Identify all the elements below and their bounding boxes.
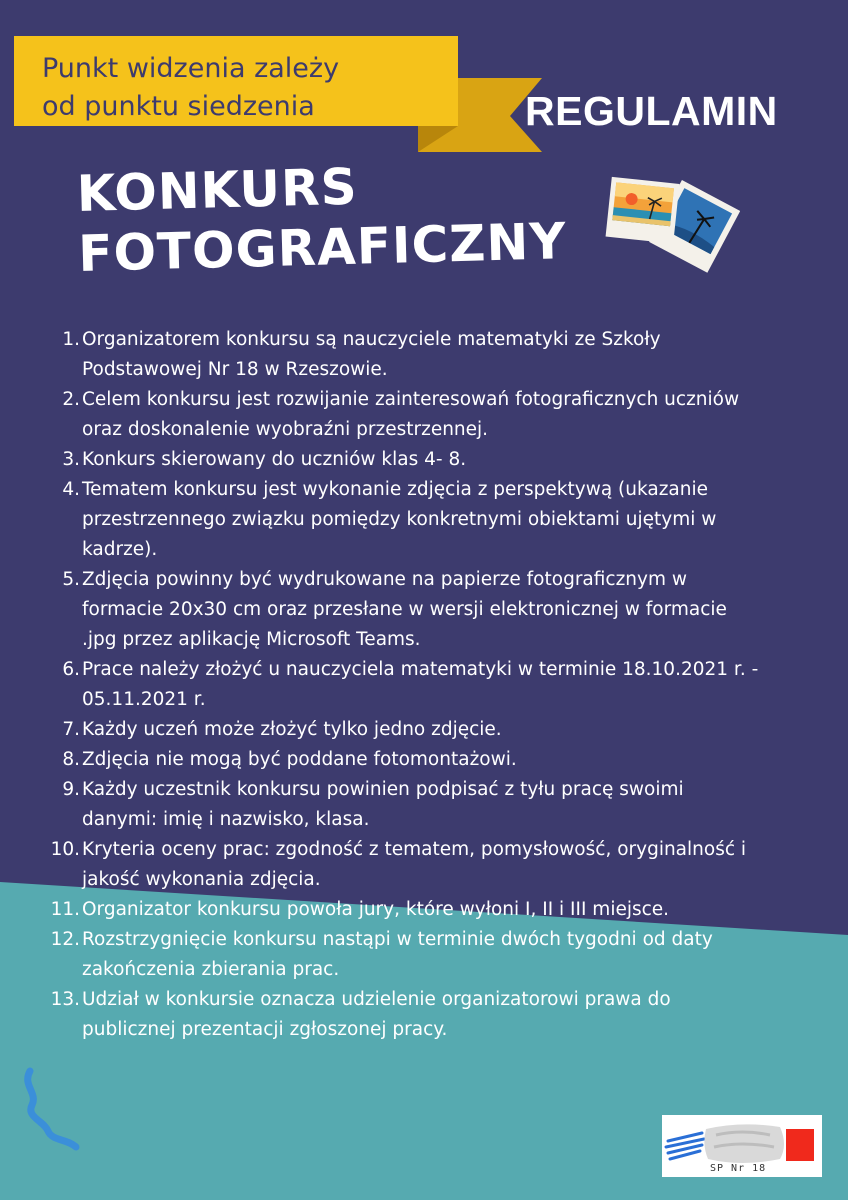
rule-text: Kryteria oceny prac: zgodność z tematem, pomysłowość, oryginalność i jakość wykonania zdjęcia. (82, 839, 747, 890)
title-line-1: KONKURS (76, 157, 359, 223)
rule-text: Zdjęcia powinny być wydrukowane na papierze fotograficznym w formacie 20x30 cm oraz przesłane w wersji elektronicznej w formacie .jpg przez aplikację Microsoft Teams. (82, 569, 727, 650)
page-title (76, 151, 567, 284)
rule-item (40, 385, 760, 445)
rule-number: 4. (62, 479, 80, 500)
rule-text: Udział w konkursie oznacza udzielenie organizatorowi prawa do publicznej prezentacji zgłoszonej pracy. (82, 989, 671, 1040)
rule-number: 8. (62, 749, 80, 770)
rule-text: Prace należy złożyć u nauczyciela matematyki w terminie 18.10.2021 r. - 05.11.2021 r. (82, 659, 759, 710)
rule-number: 7. (62, 719, 80, 740)
rule-item (40, 715, 760, 745)
rule-number: 13. (50, 989, 80, 1010)
rule-text: Celem konkursu jest rozwijanie zainteresowań fotograficznych uczniów oraz doskonalenie wyobraźni przestrzennej. (82, 389, 740, 440)
slogan-line-1: Punkt widzenia zależy (42, 53, 340, 84)
rule-text: Tematem konkursu jest wykonanie zdjęcia z perspektywą (ukazanie przestrzennego związku pomiędzy konkretnymi obiektami ujętymi w kadrze). (82, 479, 717, 560)
school-logo-label: SP Nr 18 (710, 1163, 767, 1174)
rule-item (40, 775, 760, 835)
rule-item (40, 745, 760, 775)
rule-number: 12. (50, 929, 80, 950)
rules-list (40, 325, 760, 1045)
rule-text: Organizatorem konkursu są nauczyciele matematyki ze Szkoły Podstawowej Nr 18 w Rzeszowie. (82, 329, 661, 380)
rule-number: 11. (50, 899, 80, 920)
rule-item (40, 925, 760, 985)
rule-number: 6. (62, 659, 80, 680)
rule-item (40, 325, 760, 385)
slogan (42, 50, 442, 126)
school-logo (662, 1115, 822, 1177)
rule-item (40, 475, 760, 565)
rule-number: 10. (50, 839, 80, 860)
rule-item (40, 895, 760, 925)
title-line-2: FOTOGRAFICZNY (77, 212, 568, 283)
rule-number: 9. (62, 779, 80, 800)
rule-text: Organizator konkursu powoła jury, które wyłoni I, II i III miejsce. (82, 899, 670, 920)
rule-text: Każdy uczestnik konkursu powinien podpisać z tyłu pracę swoimi danymi: imię i nazwisko, klasa. (82, 779, 684, 830)
photos-icon (600, 170, 740, 280)
rule-text: Rozstrzygnięcie konkursu nastąpi w terminie dwóch tygodni od daty zakończenia zbierania prac. (82, 929, 713, 980)
rule-text: Każdy uczeń może złożyć tylko jedno zdjęcie. (82, 719, 502, 740)
slogan-line-2: od punktu siedzenia (42, 91, 315, 122)
rule-item (40, 565, 760, 655)
rule-item (40, 445, 760, 475)
regulamin-heading: REGULAMIN (525, 88, 778, 134)
rule-text: Zdjęcia nie mogą być poddane fotomontażowi. (82, 749, 517, 770)
rule-number: 3. (62, 449, 80, 470)
rule-item (40, 835, 760, 895)
rule-text: Konkurs skierowany do uczniów klas 4- 8. (82, 449, 467, 470)
rule-item (40, 655, 760, 715)
rule-number: 2. (62, 389, 80, 410)
squiggle-decoration-icon (18, 1065, 88, 1155)
rule-number: 5. (62, 569, 80, 590)
rule-number: 1. (62, 329, 80, 350)
rule-item (40, 985, 760, 1045)
